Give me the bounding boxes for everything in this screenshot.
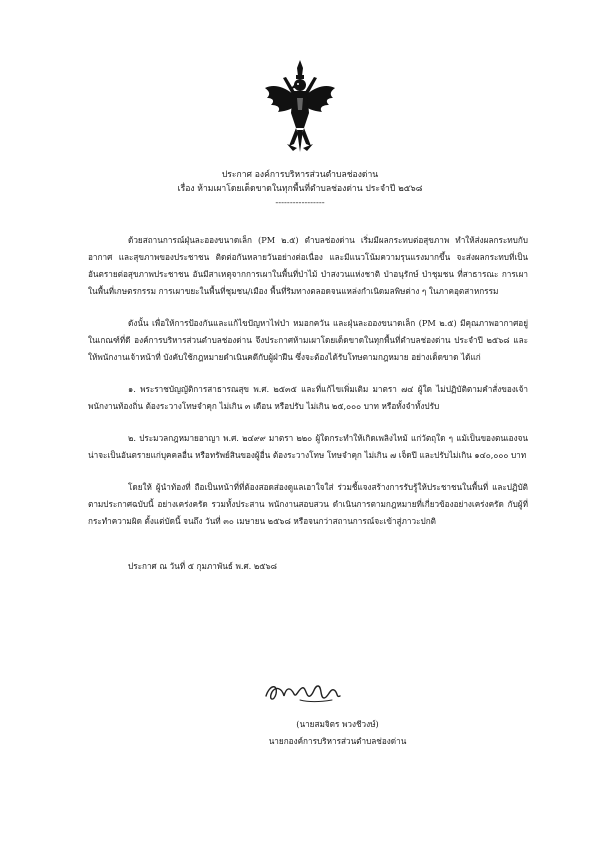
announcement-title: ประกาศ องค์การบริหารส่วนตำบลช่องด่าน	[221, 170, 379, 180]
signer-position: นายกองค์การบริหารส่วนตำบลช่องด่าน	[268, 736, 407, 746]
signer-name: (นายสมจิตร พวงชีวงษ์)	[296, 719, 379, 729]
paragraph-law-1: ๑. พระราชบัญญัติการสาธารณสุข พ.ศ. ๒๕๓๕ และที่แก้ไขเพิ่มเติม มาตรา ๗๔ ผู้ใด ไม่ปฏิบัติตามคำสั่งของเจ้าพนักงานท้องถิ่น ต้องระวางโทษจำคุก ไม่เกิน ๓ เดือน หรือปรับ ไม่เกิน ๒๕,๐๐๐ บาท หรือทั้งจำทั้งปรับ	[88, 384, 528, 411]
signer-block	[0, 716, 600, 750]
paragraph-law-2: ๒. ประมวลกฎหมายอาญา พ.ศ. ๒๔๙๙ มาตรา ๒๒๐ ผู้ใดกระทำให้เกิดเพลิงไหม้ แก่วัตถุใด ๆ แม้เป็นของตนเองจนน่าจะเป็นอันตรายแก่บุคคลอื่น หรือทรัพย์สินของผู้อื่น ต้องระวางโทษ โทษจำคุก ไม่เกิน ๗ เจ็ดปี และปรับไม่เกิน ๑๔๐,๐๐๐ บาท	[88, 433, 528, 460]
paragraph-enforcement: โดยให้ ผู้นำท้องที่ ถือเป็นหน้าที่ที่ต้องสอดส่องดูแลเอาใจใส่ ร่วมชี้แจงสร้างการรับรู้ให้ประชาชนในพื้นที่ และปฏิบัติตามประกาศฉบับนี้ อย่างเคร่งครัด รวมทั้งประสาน พนักงานสอบสวน ดำเนินการตามกฎหมายที่เกี่ยวข้องอย่างเคร่งครัด กับผู้ที่กระทำความผิด ตั้งแต่บัดนี้ จนถึง วันที่ ๓๐ เมษายน ๒๕๖๘ หรือจนกว่าสถานการณ์จะเข้าสู่ภาวะปกติ	[88, 482, 528, 526]
announcement-header	[0, 168, 600, 210]
issued-date: ประกาศ ณ วันที่ ๕ กุมภาพันธ์ พ.ศ. ๒๕๖๘	[128, 561, 277, 571]
paragraph-situation: ด้วยสถานการณ์ฝุ่นละอองขนาดเล็ก (PM ๒.๕) ตำบลช่องด่าน เริ่มมีผลกระทบต่อสุขภาพ ทำให้ส่งผลกระทบกับอากาศ และสุขภาพของประชาชน ติดต่อกันหลายวันอย่างต่อเนื่อง และมีแนวโน้มความรุนแรงมากขึ้น จะส่งผลกระทบที่เป็นอันตรายต่อสุขภาพประชาชน อันมีสาเหตุจากการเผาในพื้นที่ป่าไม้ ป่าสงวนแห่งชาติ ป่าอนุรักษ์ ป่าชุมชน ที่สาธารณะ การเผาในพื้นที่เกษตรกรรม การเผาขยะในพื้นที่ชุมชน/เมือง พื้นที่ริมทางตลอดจนแหล่งกำเนิดมลพิษต่าง ๆ ในภาคอุตสาหกรรม	[88, 235, 528, 296]
announcement-body	[88, 232, 528, 590]
garuda-emblem-icon	[263, 58, 337, 154]
announcement-subject: เรื่อง ห้ามเผาโดยเด็ดขาดในทุกพื้นที่ตำบลช่องด่าน ประจำปี ๒๕๖๘	[177, 184, 423, 194]
paragraph-prohibition: ดังนั้น เพื่อให้การป้องกันและแก้ไขปัญหาไฟป่า หมอกควัน และฝุ่นละอองขนาดเล็ก (PM ๒.๕) มีคุณภาพอากาศอยู่ในเกณฑ์ที่ดี องค์การบริหารส่วนตำบลช่องด่าน จึงประกาศห้ามเผาโดยเด็ดขาดในทุกพื้นที่ตำบลช่องด่าน ประจำปี ๒๕๖๘ และให้พนักงานเจ้าหน้าที่ บังคับใช้กฎหมายดำเนินคดีกับผู้ฝ่าฝืน ซึ่งจะต้องได้รับโทษตามกฎหมาย อย่างเด็ดขาด ได้แก่	[88, 318, 528, 362]
header-separator: -----------------	[275, 198, 325, 208]
handwritten-signature	[260, 676, 350, 708]
